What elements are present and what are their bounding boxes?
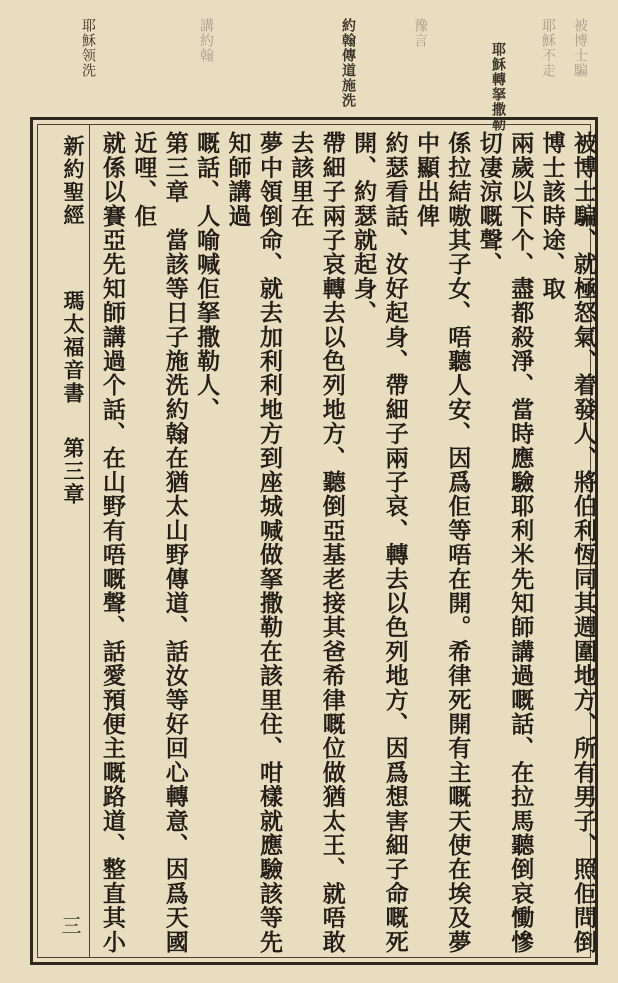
page-number: 三 <box>58 915 82 935</box>
text-column: 係拉結嗷其子女、唔聽人安、因爲佢等唔在開。希律死開有主嘅天使在埃及夢中顯出俾 <box>412 131 472 954</box>
title-band <box>44 135 88 955</box>
margin-heading-6: 講約翰 <box>198 18 214 63</box>
text-column: 約瑟看話、汝好起身、帶細子兩子哀、轉去以色列地方、因爲想害細子命嘅死開、約瑟就起身、 <box>350 131 409 954</box>
text-column: 帶細子兩子哀轉去以色列地方、聽倒亞基老接其爸希律嘅位做猶太王、就唔敢去該里在 <box>287 131 346 954</box>
text-column: 被博士騙、就極怒氣、着發人、將伯利恆同其週圍地方、所有男子、照佢問倒博士該時途、取 <box>538 131 597 954</box>
gospel-title: 瑪太福音書 <box>61 290 86 406</box>
chapter-number: 第三章 <box>61 436 86 506</box>
body-text <box>96 131 599 963</box>
text-column: 就係以賽亞先知師講過个話、在山野有唔嘅聲、話愛預便主嘅路道、整直其小 <box>98 131 126 954</box>
margin-heading-7: 耶穌领洗 <box>80 18 96 78</box>
text-column: 嘅話、人喻喊佢拏撒勒人、 <box>193 131 221 422</box>
inner-border <box>37 124 597 958</box>
text-column: 兩歲以下个、盡都殺淨、當時應驗耶利米先知師講過嘅話、在拉馬聽倒哀慟慘切凄涼嘅聲、 <box>475 131 535 954</box>
margin-heading-3: 耶穌轉拏撒勒 <box>490 42 506 132</box>
text-column: 第三章 當該等日子施洗約翰在猶太山野傳道、話汝等好回心轉意、因爲天國近哩、佢 <box>130 131 189 954</box>
book-title: 新約聖經 <box>61 135 86 227</box>
margin-heading-4: 豫言 <box>412 18 428 48</box>
title-separator <box>89 125 90 957</box>
margin-heading-2: 耶穌不走 <box>540 18 556 78</box>
margin-heading-5: 約翰傳道施洗 <box>340 18 356 108</box>
margin-heading-1: 被博士騙 <box>572 18 588 78</box>
text-column: 夢中領倒命、就去加利利地方到座城喊做拏撒勒在該里住、咁樣就應驗該等先知師講過 <box>224 131 283 954</box>
page-frame <box>30 117 598 965</box>
